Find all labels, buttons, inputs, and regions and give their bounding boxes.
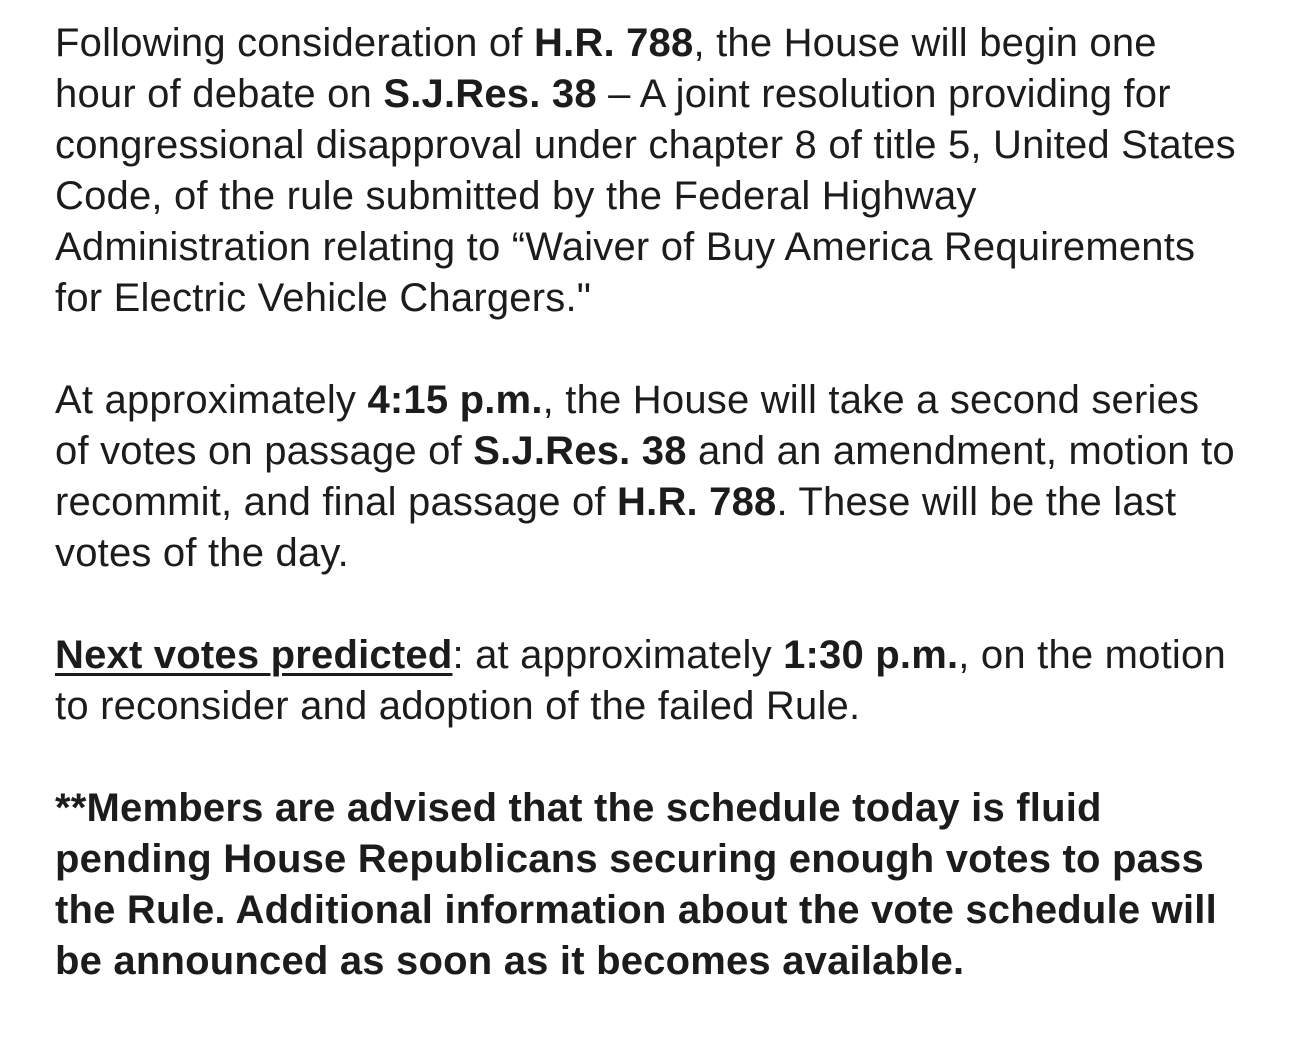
next-votes-paragraph xyxy=(55,630,1240,732)
next-votes-label: Next votes predicted xyxy=(55,633,453,677)
bill-hr-788: H.R. 788 xyxy=(617,480,777,524)
votes-paragraph xyxy=(55,375,1240,579)
votes-text-4: . These will be the last votes of the day. xyxy=(55,480,1177,575)
bill-sjres-38: S.J.Res. 38 xyxy=(383,72,597,116)
vote-time: 4:15 p.m. xyxy=(367,378,543,422)
debate-text-1: Following consideration of xyxy=(55,21,534,65)
bill-sjres-38: S.J.Res. 38 xyxy=(473,429,687,473)
votes-text-3: and an amendment, motion to recommit, and final passage of xyxy=(55,429,1235,524)
debate-text-3: – A joint resolution providing for congressional disapproval under chapter 8 of title 5, United States Code, of the rule submitted by the Federal Highway Administration relating to “Waiver of Buy America Requirements for Electric Vehicle Chargers." xyxy=(55,72,1236,320)
bill-hr-788: H.R. 788 xyxy=(534,21,694,65)
votes-text-2: , the House will take a second series of votes on passage of xyxy=(55,378,1200,473)
debate-paragraph xyxy=(55,18,1240,324)
next-votes-text-2: , on the motion to reconsider and adoption of the failed Rule. xyxy=(55,633,1226,728)
next-votes-text-1: : at approximately xyxy=(452,633,784,677)
next-vote-time: 1:30 p.m. xyxy=(783,633,959,677)
votes-text-1: At approximately xyxy=(55,378,368,422)
advisory-paragraph: **Members are advised that the schedule today is fluid pending House Republicans securing enough votes to pass the Rule. Additional information about the vote schedule will be announced as soon as it becomes available. xyxy=(55,786,1217,983)
debate-text-2: , the House will begin one hour of debate on xyxy=(55,21,1157,116)
